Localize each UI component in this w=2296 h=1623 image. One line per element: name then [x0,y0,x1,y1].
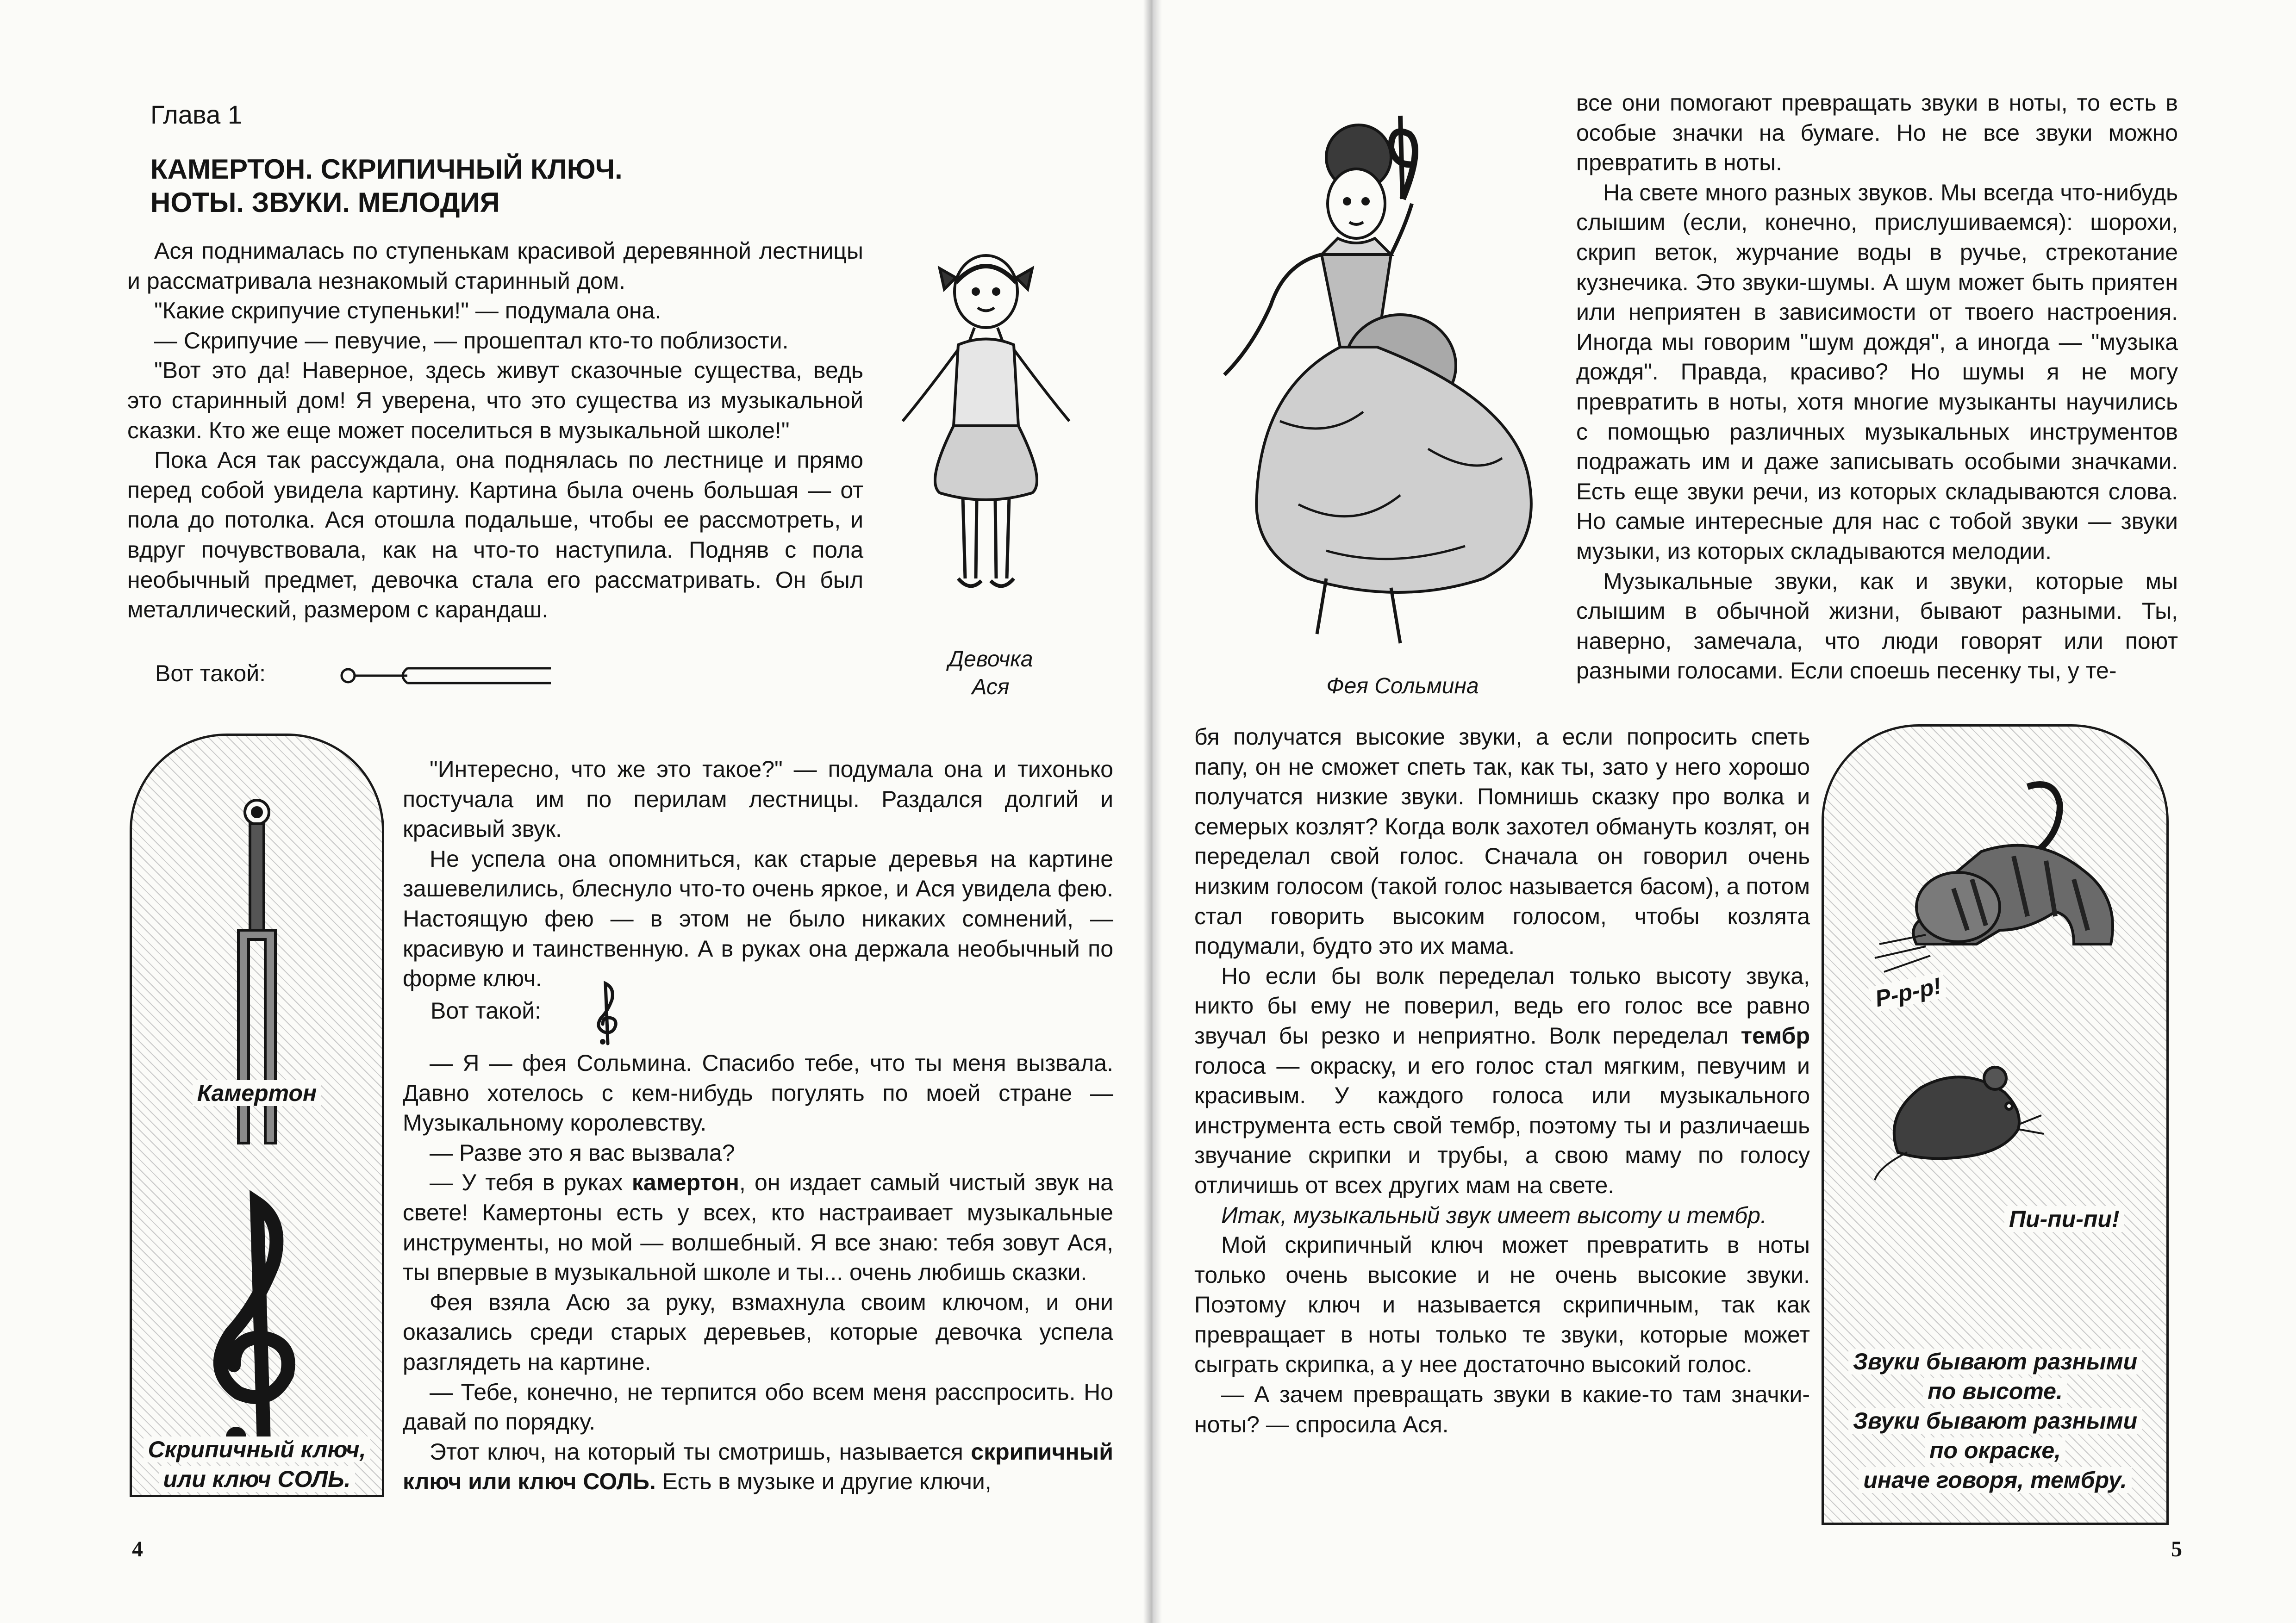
mouse-illustration [1870,1046,2046,1185]
paragraph: — Скрипучие — певучие, — прошептал кто-то поблизости. [154,327,789,354]
paragraph: — А зачем превращать звуки в какие-то там значки-ноты? — спросила Ася. [1194,1381,1810,1437]
girl-caption-line-2: Ася [972,675,1010,699]
paragraph: Фея взяла Асю за руку, взмахнула своим ключом, и они оказались среди старых деревьев, которые девочка успела разглядеть на картине. [403,1289,1113,1375]
tiger-growl-label: Р-р-р! [1868,971,1948,1014]
paragraph: На свете много разных звуков. Мы всегда что-нибудь слышим (если, конечно, прислушиваемся): шорохи, скрип веток, журчание воды в ручье, стрекотание кузнечика. Это звуки-шумы. А шум может быть приятен или неприятен в зависимости от твоего настроения. Иногда мы говорим "шум дождя", а иногда — "музыка дождя". Правда, красиво? Но шумы я не могу превратить в ноты, хотя многие музыканты научились с помощью различных музыкальных инструментов подражать им и даже записывать особыми значками. Есть еще звуки речи, из которых складываются слова. Но самые интересные для нас с тобой звуки — звуки музыки, из которых складываются мелодии. [1576,179,2178,564]
paragraph: Итак, музыкальный звук имеет высоту и тембр. [1221,1202,1767,1228]
panel-summary-line-4: по окраске, [1824,1436,2166,1465]
vot-takoy-label-1: Вот такой: [155,660,266,686]
paragraph: Но если бы волк переделал только высоту звука, никто бы ему не поверил, ведь его голос все равно звучал бы резко и неприятно. Волк переделал тембр голоса — окраску, и его голос стал мягким, певучим и красивым. У каждого голоса или музыкального инструмента есть свой тембр, поэтому ты и различаешь звучание скрипки и трубы, а свою маму по голосу отличишь от всех других мам на свете. [1194,963,1810,1198]
panel-summary-line-1: Звуки бывают разными [1824,1347,2166,1376]
treble-clef-large-icon [187,1185,326,1462]
tuning-fork-clef-panel [130,734,384,1497]
vot-takoy-label-2: Вот такой: [430,998,542,1024]
paragraph: — У тебя в руках камертон, он издает самый чистый звук на свете! Камертоны есть у всех, кто настраивает музыкальные инструменты, но мой — волшебный. Я все знаю: тебя зовут Ася, ты впервые в музыкальной школе и ты... очень любишь сказки. [403,1169,1113,1286]
paragraph: Пока Ася так рассуждала, она поднялась по лестнице и прямо перед собой увидела картину. Картина была очень большая — от пола до потолка. Ася отошла подальше, чтобы ее рассмотреть, и вдруг почувствовала, как на что-то наступила. Подняв с пола необычный предмет, девочка стала его рассматривать. Он был металлический, размером с карандаш. [127,447,863,623]
girl-caption-line-1: Девочка [948,647,1033,672]
page-number-right: 5 [2171,1537,2182,1561]
chapter-title-line-2: НОТЫ. ЗВУКИ. МЕЛОДИЯ [150,187,500,218]
right-page [1162,0,2296,1623]
dialog-text-2 [403,1048,1113,1497]
panel-summary-text [1824,1347,2166,1495]
paragraph: "Интересно, что же это такое?" — подумала она и тихонько постучала им по перилам лестницы. Раздался долгий и красивый звук. [403,756,1113,842]
panel-summary-line-5: иначе говоря, тембру. [1824,1465,2166,1495]
paragraph: бя получатся высокие звуки, а если попросить спеть папу, он не сможет спеть так, как ты, зато у него хорошо получатся низкие звуки. Помнишь сказку про волка и семерых козлят? Когда волк захотел обмануть козлят, он переделал свой голос. Сначала он говорил очень низким голосом (такой голос называется басом), а потом стал говорить высоким голосом, чтобы козлята подумали, будто это их мама. [1194,724,1810,959]
girl-caption [921,646,1060,701]
paragraph: Музыкальные звуки, как и звуки, которые мы слышим в обычной жизни, бывают разными. Ты, наверно, замечала, что люди говорят или поют разными голосами. Если споешь песенку ты, у те- [1576,568,2178,684]
paragraph: — Я — фея Сольмина. Спасибо тебе, что ты меня вызвала. Давно хотелось с кем-нибудь погулять по моей стране — Музыкальному королевству. [403,1050,1113,1136]
paragraph: Мой скрипичный ключ может превратить в ноты только очень высокие и не очень высокие звуки. Поэтому ключ и называется скрипичным, так как превращает в ноты только те звуки, которые может сыграть скрипка, а у нее достаточно высокий голос. [1194,1232,1810,1378]
tiger-illustration [1861,777,2139,990]
chapter-label: Глава 1 [150,100,242,129]
book-gutter [1143,0,1162,1623]
treble-clef-inline-icon [593,979,620,1048]
treble-clef-caption [132,1435,382,1494]
paragraph: Не успела она опомниться, как старые деревья на картине зашевелились, блеснуло что-то очень яркое, и Ася увидела фею. Настоящую фею — в этом не было никаких сомнений, — красивую и таинственную. А в руках она держала необычный по форме ключ. [403,846,1113,992]
paragraph: — Тебе, конечно, не терпится обо всем меня расспросить. Но давай по порядку. [403,1379,1113,1435]
dialog-text-1 [403,754,1113,994]
tuning-fork-caption: Камертон [132,1078,382,1108]
girl-asya-illustration [870,241,1102,611]
panel-summary-line-2: по высоте. [1824,1376,2166,1406]
fairy-caption: Фея Сольмина [1326,674,1479,698]
treble-clef-caption-line-1: Скрипичный ключ, [132,1435,382,1464]
treble-clef-caption-line-2: или ключ СОЛЬ. [132,1464,382,1494]
fairy-solmina-illustration [1206,88,1585,657]
paragraph: "Вот это да! Наверное, здесь живут сказочные существа, ведь это старинный дом! Я уверена, что это существа из музыкальной сказки. Кто же еще может поселиться в музыкальной школе!" [127,357,863,443]
paragraph: все они помогают превращать звуки в ноты, то есть в особые значки на бумаге. Но не все звуки можно превратить в ноты. [1576,90,2178,176]
left-page [0,0,1143,1623]
page-number-left: 4 [132,1537,143,1561]
right-top-text [1576,88,2178,686]
intro-text [127,236,863,625]
chapter-title-line-1: КАМЕРТОН. СКРИПИЧНЫЙ КЛЮЧ. [150,154,623,185]
paragraph: — Разве это я вас вызвала? [430,1139,735,1166]
animals-panel [1822,724,2169,1525]
tuning-fork-inline-icon [338,662,555,690]
right-main-text [1194,722,1810,1439]
paragraph: "Какие скрипучие ступеньки!" — подумала она. [154,298,661,324]
paragraph: Этот ключ, на который ты смотришь, называется скрипичный ключ или ключ СОЛЬ. Есть в музыке и другие ключи, [403,1438,1113,1495]
mouse-squeak-label: Пи-пи-пи! [2004,1206,2124,1232]
chapter-title [150,153,845,219]
paragraph: Ася поднималась по ступенькам красивой деревянной лестницы и рассматривала незнакомый старинный дом. [127,238,863,294]
panel-summary-line-3: Звуки бывают разными [1824,1406,2166,1436]
